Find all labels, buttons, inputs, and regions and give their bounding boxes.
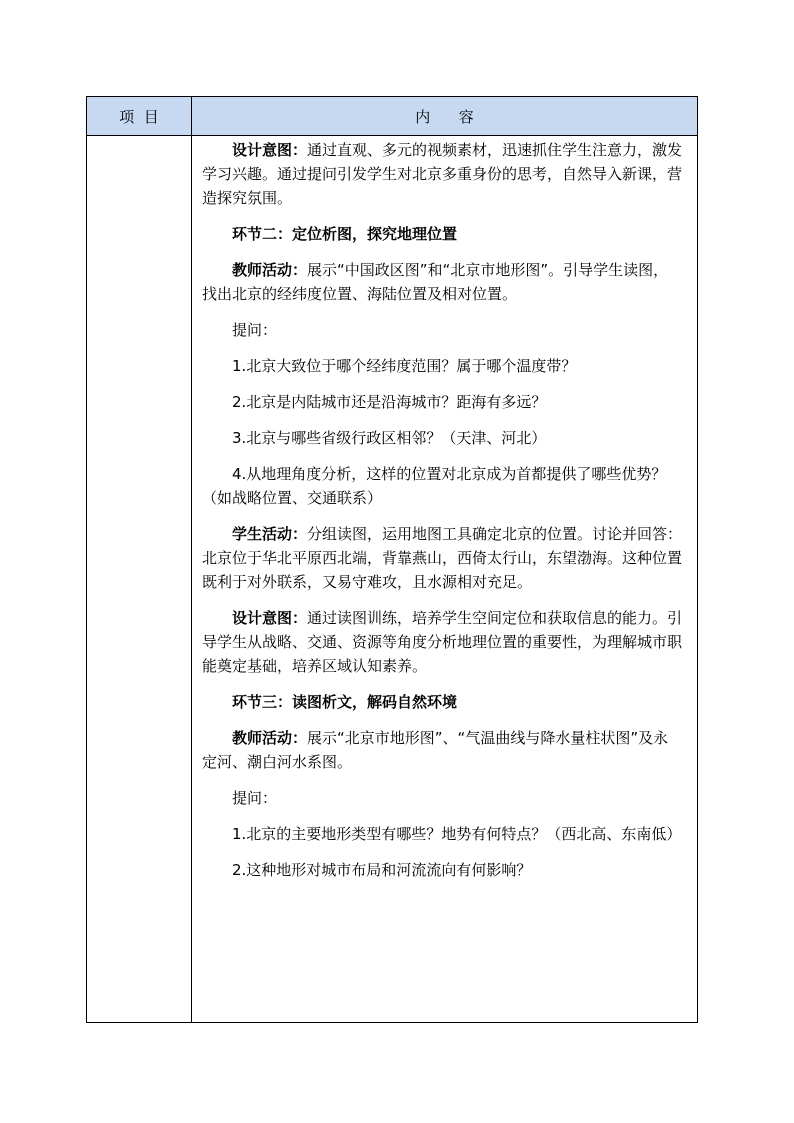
paragraph: 教师活动：展示“北京市地形图”、“气温曲线与降水量柱状图”及永定河、潮白河水系图。 [202,729,669,771]
paragraph: 提问： [232,789,278,807]
section-heading: 环节三：读图析文，解码自然环境 [232,693,458,711]
list-item: 2.这种地形对城市布局和河流流向有何影响？ [232,861,532,879]
item-cell [87,136,192,1023]
paragraph: 教师活动：展示“中国政区图”和“北京市地形图”。引导学生读图，找出北京的经纬度位置、海陆位置及相对位置。 [202,261,669,303]
paragraph: 设计意图：通过读图训练，培养学生空间定位和获取信息的能力。引导学生从战略、交通、资源等角度分析地理位置的重要性，为理解城市职能奠定基础，培养区域认知素养。 [202,609,683,675]
header-content: 内 容 [192,97,698,136]
lesson-table [86,96,698,1023]
content-cell [192,136,698,1023]
list-item: 2.北京是内陆城市还是沿海城市？距海有多远？ [232,393,547,411]
list-item: 1.北京大致位于哪个经纬度范围？属于哪个温度带？ [232,357,577,375]
list-item: 1.北京的主要地形类型有哪些？地势有何特点？（西北高、东南低） [232,825,682,843]
header-item: 项 目 [87,97,192,136]
content-body [192,136,697,882]
table-header-row [87,97,698,136]
paragraph: 提问： [232,321,278,339]
table-body-row [87,136,698,1023]
list-item: 4.从地理角度分析，这样的位置对北京成为首都提供了哪些优势？（如战略位置、交通联系） [202,465,667,507]
paragraph: 学生活动：分组读图，运用地图工具确定北京的位置。讨论并回答：北京位于华北平原西北端，背靠燕山，西倚太行山，东望渤海。这种位置既利于对外联系，又易守难攻，且水源相对充足。 [202,525,683,591]
section-heading: 环节二：定位析图，探究地理位置 [232,225,458,243]
list-item: 3.北京与哪些省级行政区相邻？（天津、河北） [232,429,547,447]
paragraph: 设计意图：通过直观、多元的视频素材，迅速抓住学生注意力，激发学习兴趣。通过提问引发学生对北京多重身份的思考，自然导入新课，营造探究氛围。 [202,141,683,207]
